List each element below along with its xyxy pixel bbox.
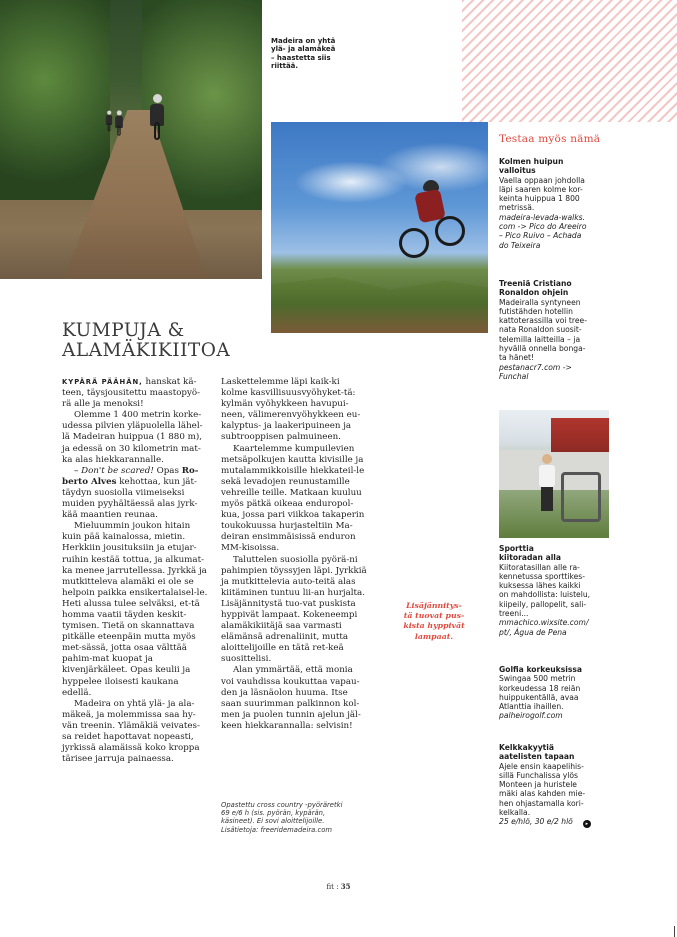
page-edge-mark — [674, 926, 675, 937]
cyclist-figure — [150, 94, 164, 140]
photo-caption: Madeira on yhtä ylä- ja alamäkeä – haastetta siis riittää. — [271, 37, 336, 70]
article-column-2 — [221, 377, 367, 732]
tour-info-credit: Opastettu cross country -pyöräretki 69 e/6 h (sis. pyörän, kypärän, käsineet). Ei sovi aloittelijoille. Lisätietoja: freeridemadeira.com — [221, 801, 343, 834]
sidebar-item — [499, 743, 611, 828]
pull-quote: Lisäjännitys- tä tuovat pus- kista hyppivät lampaat. — [403, 601, 465, 641]
exercise-machine — [561, 472, 601, 522]
sidebar-item-link[interactable]: palheirogolf.com — [499, 711, 563, 721]
sidebar-title: Testaa myös nämä — [499, 133, 601, 145]
guide-name: Ro-berto Alves — [62, 465, 199, 487]
sidebar-item — [499, 279, 611, 381]
photo-mountain-bike-trail — [0, 0, 262, 279]
woman-exercising — [537, 454, 557, 514]
sidebar-item-body: Swingaa 500 metrin korkeudessa 18 reiän huippukentällä, avaa Atlanttia ihaillen. — [499, 674, 581, 712]
sidebar-item-title: Golfia korkeuksissa — [499, 665, 582, 674]
sidebar-item-body: Vaella oppaan johdolla läpi saaren kolme kor- keinta huippua 1 800 metrissä. — [499, 175, 585, 213]
sidebar-item-link[interactable]: mmachico.wixsite.com/ pt/, Água de Pena — [499, 618, 589, 637]
article-paragraph: Laskettelemme läpi kaik-ki kolme kasvillisuusvyöhyket-tä: kylmän vyöhykkeen havupui-neen, välimerenvyöhykkeen eu-kalyptus- ja laakeripuineen ja subtrooppisen palmuineen. — [221, 377, 361, 443]
article-column-1 — [62, 377, 208, 765]
page-folio — [0, 882, 677, 891]
sidebar-item-link[interactable]: madeira-levada-walks. com -> Pico do Areeiro – Pico Ruivo – Achada do Teixeira — [499, 212, 587, 250]
magazine-brand: fit — [326, 883, 334, 891]
page-number: 35 — [340, 882, 351, 891]
article-paragraph: KYPÄRÄ PÄÄHÄN, hanskat kä-teen, täysjousitettu maastopyö-rä alle ja menoksi! — [62, 377, 201, 410]
sidebar-item-body: Madeiralla syntyneen futistähden hotellin kattoterassilla voi tree- nata Ronaldon suosit- telemilla laitteilla – ja hyvällä onnella bonga- ta hänet! — [499, 297, 587, 363]
article-paragraph: Kaartelemme kumpuilevien metsäpolkujen kautta kivisille ja mutalammikkoisille hiekkateil-le sekä levadojen reunustamille vehreille teille. Matkaan kuuluu myös pätkä oikeaa enduropol-kua, jossa pari viikkoa takaperin toukokuussa hurjasteltiin Ma-deiran ensimmäisissä enduron MM-kisoissa. — [221, 443, 365, 554]
photo-outdoor-gym — [499, 410, 609, 538]
sidebar-item — [499, 157, 611, 250]
photo-bike-jump — [271, 122, 488, 333]
sidebar-item-title: Kelkkakyytiä aatelisten tapaan — [499, 743, 575, 762]
article-headline: KUMPUJA & ALAMÄKIKIITOA — [62, 320, 231, 361]
end-of-article-icon: ▸ — [583, 820, 591, 828]
sidebar-item-price: 25 e/hlö, 30 e/2 hlö ▸ — [499, 817, 611, 828]
sidebar-item — [499, 544, 611, 637]
article-kicker: KYPÄRÄ PÄÄHÄN, — [62, 378, 143, 386]
sidebar-item-title: Sporttia kiitoradan alla — [499, 544, 562, 563]
cyclist-figure — [115, 110, 123, 135]
jumping-biker — [399, 180, 469, 270]
sidebar-item — [499, 665, 611, 721]
article-paragraph: Alan ymmärtää, että monia voi vauhdissa koukuttaa vapau-den ja läsnäolon huuma. Itse saan suurimman palkinnon kol-men ja puolen tunnin ajelun jäl-keen hiekkarannalla: selvisin! — [221, 665, 361, 731]
sidebar-item-title: Treeniä Cristiano Ronaldon ohjein — [499, 279, 572, 298]
article-paragraph: Olemme 1 400 metrin korke-udessa pilvien yläpuolella lähel-lä Madeiran huippua (1 880 m), ja edessä on 30 kilometrin mat-ka alas hiekkarannalle. — [62, 410, 203, 465]
sidebar-item-link[interactable]: pestanacr7.com -> Funchal — [499, 362, 572, 381]
article-paragraph: – Don't be scared! Opas Ro-berto Alves kehottaa, kun jät-täydyn suosiolla viimeiseksi muiden pyyhältäessä alas jyrk-kää maantien reunaa. — [62, 465, 199, 521]
forest-left — [0, 0, 110, 200]
sidebar-item-body: Ajele ensin kaapelihis- sillä Funchalissa ylös Monteen ja huristele mäki alas kahden mie- hen ohjastamalla kori- kelkalla. — [499, 761, 586, 818]
article-paragraph: Taluttelen suosiolla pyörä-ni pahimpien töyssyjen läpi. Jyrkkiä ja mutkittelevia auto-teitä alas kiitäminen tuntuu lii-an hurjalta. Lisäjännitystä tuo-vat puskista hyppivät lampaat. Kokeneempi alamäkikiitäjä saa varmasti elämänsä adrenaliinit, mutta aloittelijoille en tätä ret-keä suosittelisi. — [221, 554, 367, 665]
sidebar-item-body: Kiitoratasillan alle ra- kennetussa sporttikes- kuksessa lähes kaikki on mahdollista: luistelu, kiipeily, pallopelit, sali- treeni... — [499, 562, 591, 619]
folio-separator: : — [336, 883, 339, 891]
red-roof — [551, 418, 609, 452]
article-paragraph: Madeira on yhtä ylä- ja ala-mäkeä, ja molemmissa saa hy-vän treenin. Ylämäkiä veivates-sa reidet hapottavat nopeasti, jyrkissä alamäissä koko kroppa tärisee jarruja painaessa. — [62, 698, 200, 765]
hillside — [271, 263, 488, 333]
sidebar-item-title: Kolmen huipun valloitus — [499, 157, 564, 176]
cyclist-figure — [106, 111, 112, 132]
sidebar-tips — [499, 133, 611, 828]
article-paragraph: Mieluummin joukon hitain kuin pää kainalossa, mietin. Herkkiin jousituksiin ja etujar-ruihin kestää tottua, ja alkumat-ka menee jarrutellessa. Jyrkkä ja mutkitteleva alamäki ei ole se helpoin paikka ensikertalaisel-le. Heti alussa tulee selväksi, et-tä homma vaatii täyden keskit-tymisen. Tietä on skannattava pitkälle eteenpäin mutta myös met-sässä, jotta osaa välttää pahim-mat kuopat ja kivenjärkäleet. Opas keulii ja hyppelee iloisesti kaukana edellä. — [62, 521, 208, 698]
